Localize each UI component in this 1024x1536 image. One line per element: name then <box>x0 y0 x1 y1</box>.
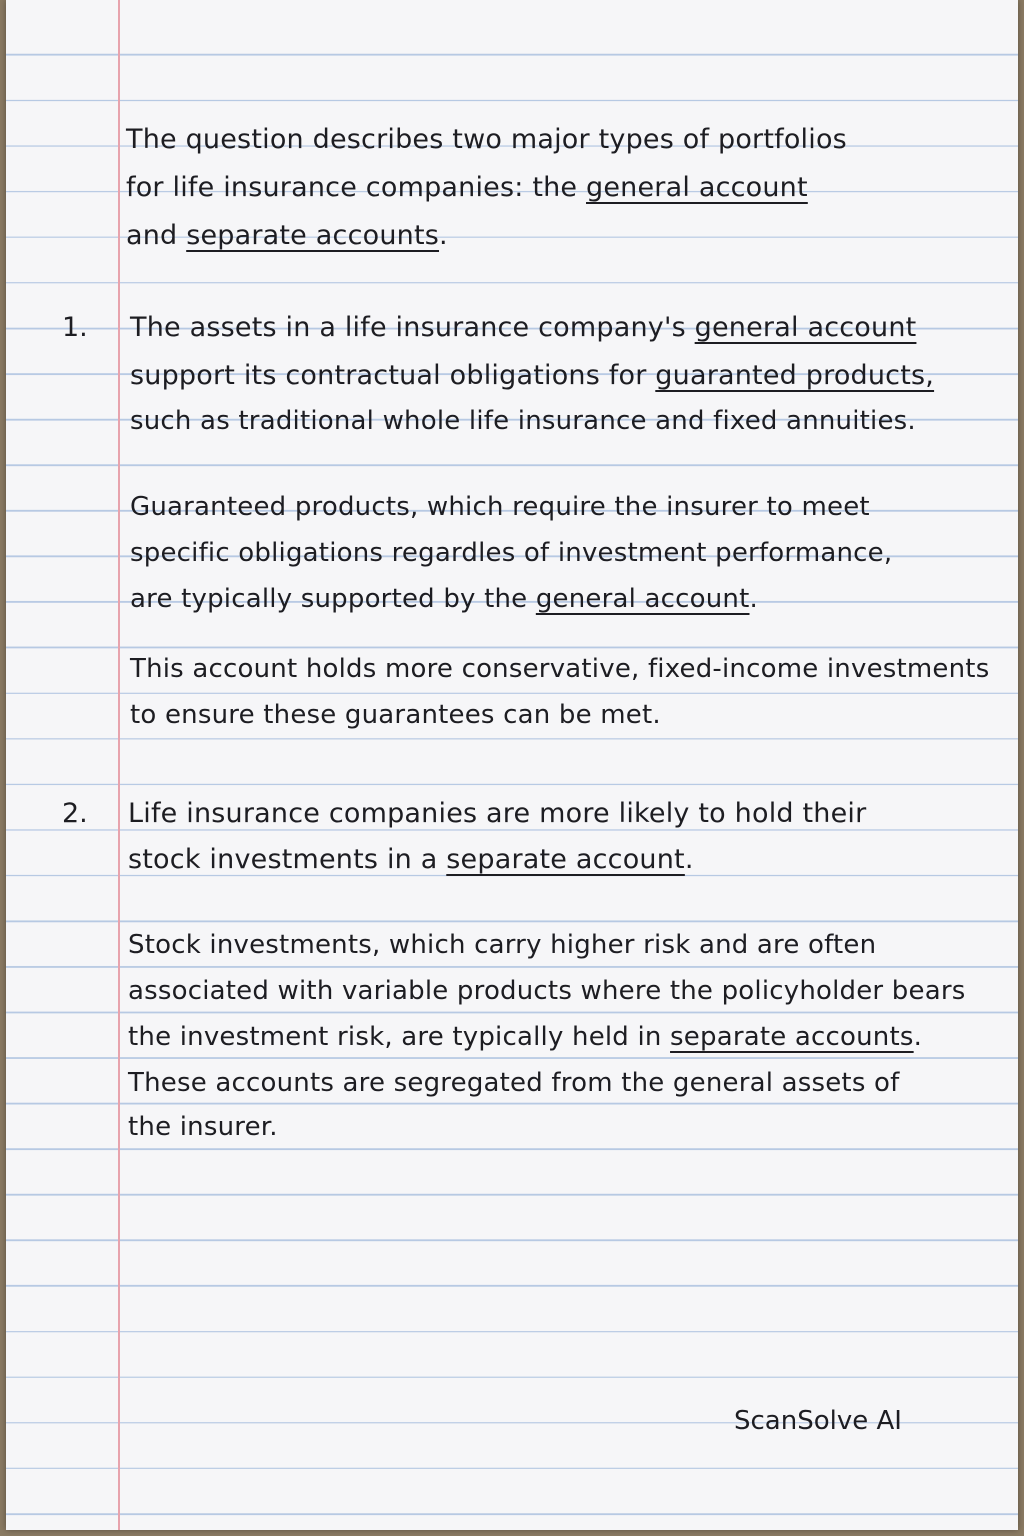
item-2-line-1: Life insurance companies are more likely to hold their <box>128 798 867 829</box>
notebook-page <box>6 0 1018 1530</box>
item-1-para-2-line-3-text: are typically supported by the <box>130 584 536 614</box>
separate-account-term: separate account <box>446 844 685 875</box>
separate-accounts-term: separate accounts <box>670 1022 914 1052</box>
item-1-para-2-line-3-end: . <box>749 584 758 614</box>
item-1-line-1-text: The assets in a life insurance company's <box>130 312 695 343</box>
item-2-para-2-line-3 <box>128 1022 922 1052</box>
intro-line-2 <box>126 172 808 203</box>
general-account-term: general account <box>535 584 750 614</box>
guaranteed-products-term: guaranted products, <box>655 360 935 391</box>
margin-line <box>118 0 120 1530</box>
intro-line-3-text: and <box>126 220 187 251</box>
item-1-para-3-line-1: This account holds more conservative, fixed-income investments <box>130 654 990 684</box>
item-2-number: 2. <box>62 798 88 829</box>
item-2-line-2-text: stock investments in a <box>128 844 447 875</box>
signature: ScanSolve AI <box>734 1406 902 1436</box>
item-2-para-2-line-2: associated with variable products where the policyholder bears <box>128 976 966 1006</box>
item-1-number: 1. <box>62 312 88 343</box>
item-2-line-2-end: . <box>684 844 694 875</box>
item-1-line-2 <box>130 360 934 391</box>
item-1-line-2-text: support its contractual obligations for <box>130 360 656 391</box>
item-2-para-2-line-3-text: the investment risk, are typically held in <box>128 1022 671 1052</box>
item-1-line-1 <box>130 312 916 343</box>
item-2-para-2-line-1: Stock investments, which carry higher risk and are often <box>128 930 877 960</box>
intro-line-1: The question describes two major types of portfolios <box>126 124 847 155</box>
item-2-para-2-line-3-end: . <box>913 1022 923 1052</box>
separate-accounts-term: separate accounts <box>186 220 440 251</box>
intro-line-2-text: for life insurance companies: the <box>126 172 587 203</box>
item-1-line-3: such as traditional whole life insurance and fixed annuities. <box>130 406 916 436</box>
item-2-line-2 <box>128 844 694 875</box>
item-1-para-2-line-2: specific obligations regardles of investment performance, <box>130 538 893 568</box>
intro-line-3-end: . <box>439 220 448 251</box>
item-1-para-2-line-1: Guaranteed products, which require the insurer to meet <box>130 492 870 522</box>
item-2-para-2-line-5: the insurer. <box>128 1112 278 1142</box>
item-2-para-2-line-4: These accounts are segregated from the general assets of <box>128 1068 900 1098</box>
item-1-para-3-line-2: to ensure these guarantees can be met. <box>130 700 661 730</box>
general-account-term: general account <box>694 312 917 343</box>
general-account-term: general account <box>586 172 808 203</box>
item-1-para-2-line-3 <box>130 584 758 614</box>
intro-line-3 <box>126 220 448 251</box>
